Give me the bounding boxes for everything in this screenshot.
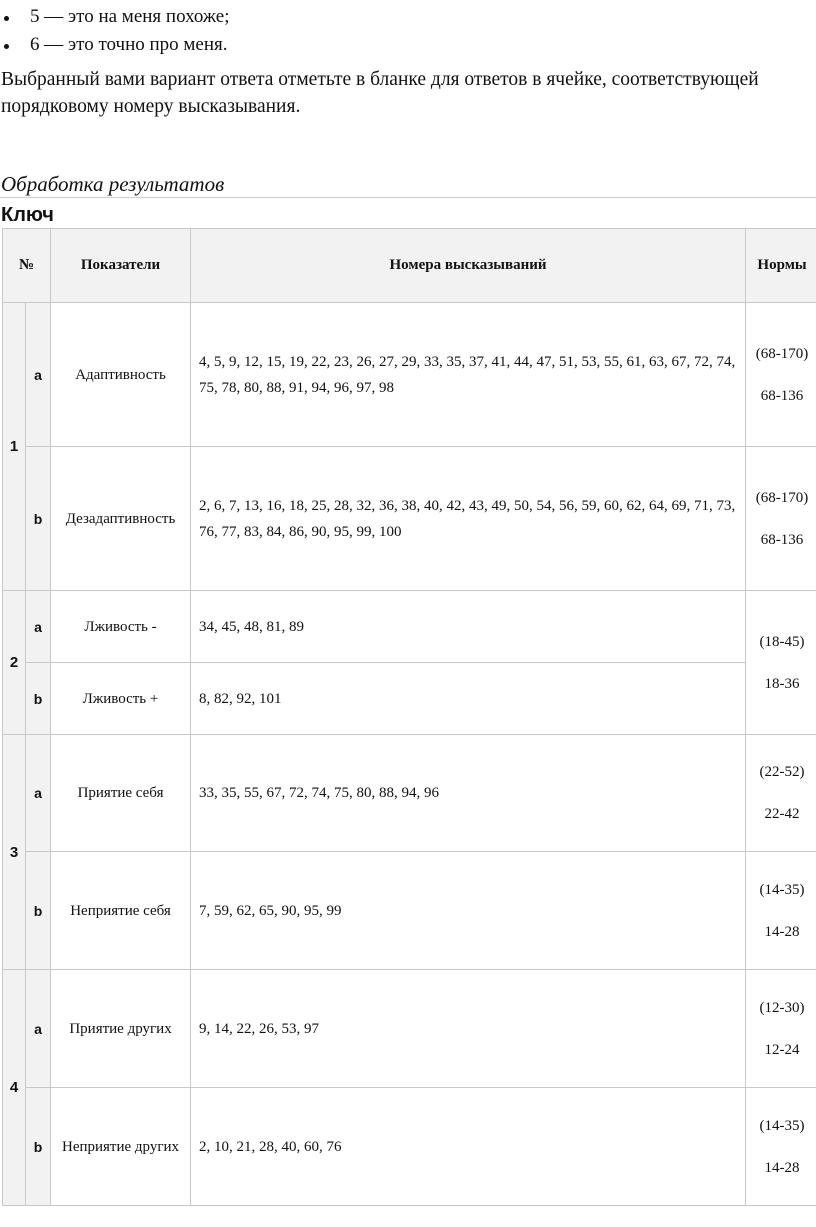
divider [0, 197, 816, 198]
group-number: 3 [3, 735, 26, 970]
norm-cell [746, 970, 816, 1088]
header-items: Номера высказываний [191, 229, 746, 303]
subscale-letter: a [26, 970, 51, 1088]
norm-value: 14-28 [764, 923, 800, 940]
norm-range: (18-45) [759, 633, 805, 650]
norm-cell [746, 852, 816, 970]
group-number: 4 [3, 970, 26, 1206]
subscale-letter: b [26, 852, 51, 970]
header-norms: Нормы [746, 229, 816, 303]
subscale-letter: b [26, 1088, 51, 1206]
norm-value: 68-136 [760, 531, 804, 548]
item-numbers: 4, 5, 9, 12, 15, 19, 22, 23, 26, 27, 29, 33, 35, 37, 41, 44, 47, 51, 53, 55, 61, 63, 67, 72, 74, 75, 78, 80, 88, 91, 94, 96, 97, 98 [191, 303, 746, 447]
bullet-dot-icon [4, 16, 9, 21]
group-number: 2 [3, 591, 26, 735]
norm-range: (22-52) [759, 764, 805, 780]
norm-value: 22-42 [764, 806, 800, 822]
subscale-letter: b [26, 447, 51, 591]
norm-value: 14-28 [764, 1159, 800, 1176]
item-numbers: 8, 82, 92, 101 [191, 663, 746, 735]
norm-cell [746, 447, 816, 591]
group-number: 1 [3, 303, 26, 591]
subscale-letter: a [26, 735, 51, 852]
item-numbers: 7, 59, 62, 65, 90, 95, 99 [191, 852, 746, 970]
indicator-name: Лживость + [51, 663, 191, 735]
item-numbers: 2, 6, 7, 13, 16, 18, 25, 28, 32, 36, 38, 40, 42, 43, 49, 50, 54, 56, 59, 60, 62, 64, 69, 71, 73, 76, 77, 83, 84, 86, 90, 95, 99, 100 [191, 447, 746, 591]
norm-value: 12-24 [764, 1041, 800, 1058]
indicator-name: Лживость - [51, 591, 191, 663]
norm-cell [746, 591, 816, 735]
table-row [3, 1088, 816, 1206]
norm-cell [746, 1088, 816, 1206]
subscale-letter: a [26, 591, 51, 663]
item-numbers: 34, 45, 48, 81, 89 [191, 591, 746, 663]
table-row [3, 591, 816, 663]
item-numbers: 9, 14, 22, 26, 53, 97 [191, 970, 746, 1088]
norm-range: (68-170) [755, 489, 809, 506]
norm-cell [746, 303, 816, 447]
table-row [3, 303, 816, 447]
indicator-name: Приятие других [51, 970, 191, 1088]
norm-cell [746, 735, 816, 852]
indicator-name: Неприятие себя [51, 852, 191, 970]
norm-value: 68-136 [760, 387, 804, 404]
table-row [3, 735, 816, 852]
subscale-letter: b [26, 663, 51, 735]
table-row [3, 447, 816, 591]
bullet-dot-icon [4, 44, 9, 49]
bullet-text: 6 — это точно про меня. [30, 34, 228, 55]
bullet-text: 5 — это на меня похоже; [30, 6, 230, 27]
norm-value: 18-36 [764, 675, 800, 692]
norm-range: (12-30) [759, 999, 805, 1016]
header-number: № [3, 229, 51, 303]
table-row [3, 852, 816, 970]
key-table [2, 228, 816, 1206]
header-indicators: Показатели [51, 229, 191, 303]
indicator-name: Приятие себя [51, 735, 191, 852]
table-header-row [3, 229, 816, 303]
table-row [3, 663, 816, 735]
norm-range: (68-170) [755, 345, 809, 362]
instruction-paragraph: Выбранный вами вариант ответа отметьте в бланке для ответов в ячейке, соответствующей порядковому номеру высказывания. [1, 69, 759, 117]
norm-range: (14-35) [759, 881, 805, 898]
subscale-letter: a [26, 303, 51, 447]
key-title: Ключ [1, 204, 54, 226]
item-numbers: 33, 35, 55, 67, 72, 74, 75, 80, 88, 94, 96 [191, 735, 746, 852]
indicator-name: Адаптивность [51, 303, 191, 447]
indicator-name: Неприятие других [51, 1088, 191, 1206]
indicator-name: Дезадаптивность [51, 447, 191, 591]
norm-range: (14-35) [759, 1117, 805, 1134]
item-numbers: 2, 10, 21, 28, 40, 60, 76 [191, 1088, 746, 1206]
section-heading: Обработка результатов [1, 172, 225, 196]
table-row [3, 970, 816, 1088]
